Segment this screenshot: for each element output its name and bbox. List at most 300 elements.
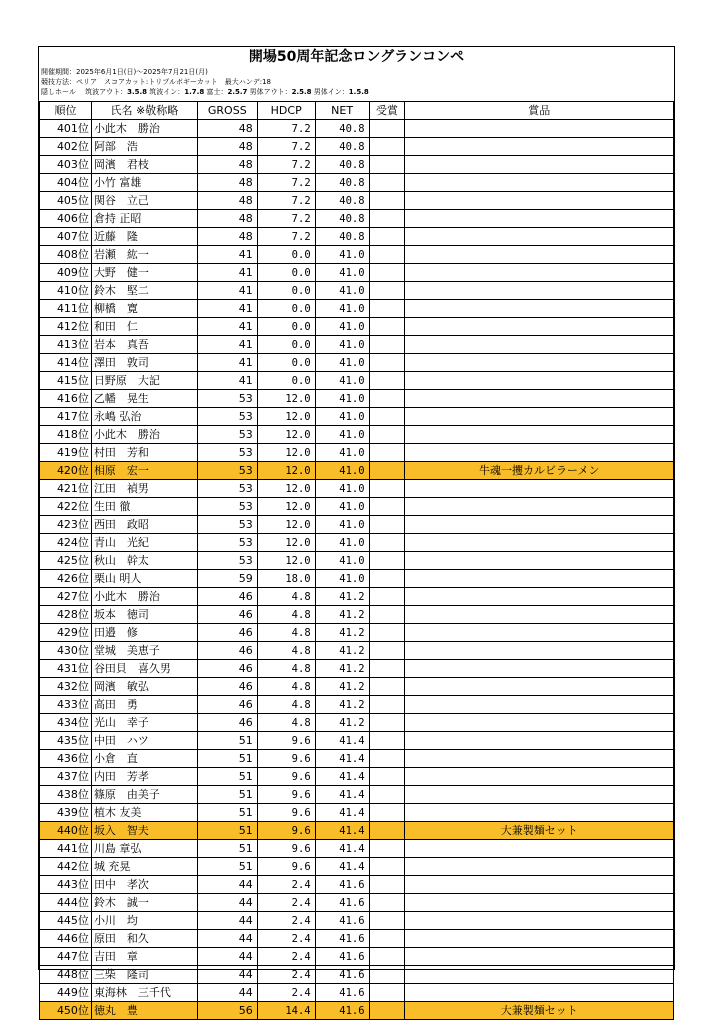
rank-cell: 433位 — [40, 696, 92, 714]
hdcp-cell: 4.8 — [257, 660, 315, 678]
hdcp-cell: 0.0 — [257, 336, 315, 354]
name-cell: 東海林 三千代 — [91, 984, 197, 1002]
table-row — [40, 876, 674, 894]
prize-cell — [405, 750, 674, 768]
award-cell — [369, 876, 405, 894]
gross-cell: 53 — [197, 516, 257, 534]
hdcp-cell: 4.8 — [257, 696, 315, 714]
prize-cell — [405, 300, 674, 318]
name-cell: 関谷 立己 — [91, 192, 197, 210]
net-cell: 41.0 — [315, 534, 369, 552]
rank-cell: 402位 — [40, 138, 92, 156]
name-cell: 永嶋 弘治 — [91, 408, 197, 426]
gross-cell: 48 — [197, 228, 257, 246]
net-cell: 41.6 — [315, 912, 369, 930]
rank-cell: 438位 — [40, 786, 92, 804]
net-cell: 41.0 — [315, 498, 369, 516]
name-cell: 岡濱 君枝 — [91, 156, 197, 174]
gross-cell: 56 — [197, 1002, 257, 1020]
hidden-hole-value: 2.5.8 — [291, 88, 312, 96]
gross-cell: 53 — [197, 408, 257, 426]
prize-cell — [405, 282, 674, 300]
net-cell: 41.4 — [315, 858, 369, 876]
prize-cell — [405, 516, 674, 534]
rank-cell: 403位 — [40, 156, 92, 174]
header-hdcp: HDCP — [257, 102, 315, 120]
gross-cell: 48 — [197, 156, 257, 174]
rank-cell: 423位 — [40, 516, 92, 534]
gross-cell: 51 — [197, 804, 257, 822]
hdcp-cell: 0.0 — [257, 318, 315, 336]
net-cell: 40.8 — [315, 174, 369, 192]
net-cell: 40.8 — [315, 138, 369, 156]
rank-cell: 421位 — [40, 480, 92, 498]
rank-cell: 443位 — [40, 876, 92, 894]
award-cell — [369, 894, 405, 912]
gross-cell: 51 — [197, 822, 257, 840]
hdcp-cell: 4.8 — [257, 678, 315, 696]
prize-cell — [405, 678, 674, 696]
hidden-hole-value: 1.5.8 — [348, 88, 369, 96]
table-row — [40, 696, 674, 714]
header-name: 氏名 ※敬称略 — [91, 102, 197, 120]
net-cell: 40.8 — [315, 228, 369, 246]
net-cell: 41.4 — [315, 804, 369, 822]
name-cell: 小此木 勝治 — [91, 120, 197, 138]
award-cell — [369, 264, 405, 282]
table-row — [40, 786, 674, 804]
award-cell — [369, 660, 405, 678]
rank-cell: 415位 — [40, 372, 92, 390]
name-cell: 田中 孝次 — [91, 876, 197, 894]
prize-cell — [405, 246, 674, 264]
hdcp-cell: 9.6 — [257, 858, 315, 876]
rank-cell: 441位 — [40, 840, 92, 858]
net-cell: 41.6 — [315, 894, 369, 912]
hidden-hole-label: 富士： — [206, 88, 228, 96]
gross-cell: 53 — [197, 480, 257, 498]
prize-cell — [405, 894, 674, 912]
net-cell: 41.4 — [315, 768, 369, 786]
rank-cell: 414位 — [40, 354, 92, 372]
hdcp-cell: 0.0 — [257, 246, 315, 264]
award-cell — [369, 426, 405, 444]
name-cell: 岡濱 敏弘 — [91, 678, 197, 696]
name-cell: 川島 章弘 — [91, 840, 197, 858]
name-cell: 内田 芳孝 — [91, 768, 197, 786]
prize-cell — [405, 714, 674, 732]
gross-cell: 48 — [197, 192, 257, 210]
award-cell — [369, 174, 405, 192]
net-cell: 41.0 — [315, 480, 369, 498]
award-cell — [369, 570, 405, 588]
name-cell: 三柴 隆司 — [91, 966, 197, 984]
table-row — [40, 1002, 674, 1020]
award-cell — [369, 120, 405, 138]
hdcp-cell: 9.6 — [257, 750, 315, 768]
hdcp-cell: 2.4 — [257, 930, 315, 948]
net-cell: 41.4 — [315, 732, 369, 750]
name-cell: 小竹 富雄 — [91, 174, 197, 192]
name-cell: 近藤 隆 — [91, 228, 197, 246]
award-cell — [369, 552, 405, 570]
prize-cell — [405, 372, 674, 390]
hdcp-cell: 12.0 — [257, 498, 315, 516]
hdcp-cell: 0.0 — [257, 354, 315, 372]
hdcp-cell: 4.8 — [257, 606, 315, 624]
name-cell: 鈴木 誠一 — [91, 894, 197, 912]
table-row — [40, 408, 674, 426]
award-cell — [369, 858, 405, 876]
hidden-hole-label: 男体イン： — [313, 88, 349, 96]
table-row — [40, 660, 674, 678]
prize-cell — [405, 840, 674, 858]
rank-cell: 430位 — [40, 642, 92, 660]
header-award: 受賞 — [369, 102, 405, 120]
net-cell: 41.2 — [315, 624, 369, 642]
table-row — [40, 264, 674, 282]
name-cell: 徳丸 豊 — [91, 1002, 197, 1020]
table-row — [40, 480, 674, 498]
hdcp-cell: 12.0 — [257, 480, 315, 498]
hdcp-cell: 7.2 — [257, 120, 315, 138]
table-row — [40, 336, 674, 354]
hdcp-cell: 0.0 — [257, 264, 315, 282]
net-cell: 41.0 — [315, 516, 369, 534]
name-cell: 中田 ハツ — [91, 732, 197, 750]
table-row — [40, 606, 674, 624]
prize-cell — [405, 570, 674, 588]
award-cell — [369, 840, 405, 858]
name-cell: 城 充晃 — [91, 858, 197, 876]
name-cell: 村田 芳和 — [91, 444, 197, 462]
hdcp-cell: 0.0 — [257, 300, 315, 318]
award-cell — [369, 714, 405, 732]
prize-cell — [405, 138, 674, 156]
name-cell: 生田 徹 — [91, 498, 197, 516]
award-cell — [369, 732, 405, 750]
net-cell: 41.0 — [315, 300, 369, 318]
net-cell: 41.2 — [315, 642, 369, 660]
rank-cell: 446位 — [40, 930, 92, 948]
table-row — [40, 300, 674, 318]
gross-cell: 41 — [197, 246, 257, 264]
hdcp-cell: 2.4 — [257, 894, 315, 912]
award-cell — [369, 768, 405, 786]
award-cell — [369, 480, 405, 498]
net-cell: 41.2 — [315, 678, 369, 696]
name-cell: 和田 仁 — [91, 318, 197, 336]
net-cell: 41.6 — [315, 1002, 369, 1020]
name-cell: 小此木 勝治 — [91, 588, 197, 606]
award-cell — [369, 912, 405, 930]
rank-cell: 448位 — [40, 966, 92, 984]
rank-cell: 409位 — [40, 264, 92, 282]
table-row — [40, 390, 674, 408]
gross-cell: 51 — [197, 786, 257, 804]
award-cell — [369, 1002, 405, 1020]
rank-cell: 450位 — [40, 1002, 92, 1020]
prize-cell: 牛魂一攫カルビラーメン — [405, 462, 674, 480]
prize-cell — [405, 930, 674, 948]
gross-cell: 41 — [197, 300, 257, 318]
header-gross: GROSS — [197, 102, 257, 120]
gross-cell: 46 — [197, 714, 257, 732]
hdcp-cell: 12.0 — [257, 444, 315, 462]
name-cell: 江田 禎男 — [91, 480, 197, 498]
net-cell: 41.2 — [315, 696, 369, 714]
hidden-holes-label: 隠しホール — [41, 88, 83, 96]
hidden-hole-label: 筑波イン： — [149, 88, 185, 96]
name-cell: 大野 健一 — [91, 264, 197, 282]
award-cell — [369, 984, 405, 1002]
name-cell: 坂入 智夫 — [91, 822, 197, 840]
award-cell — [369, 462, 405, 480]
name-cell: 小倉 直 — [91, 750, 197, 768]
award-cell — [369, 786, 405, 804]
gross-cell: 48 — [197, 120, 257, 138]
prize-cell — [405, 804, 674, 822]
hdcp-cell: 2.4 — [257, 948, 315, 966]
table-row — [40, 462, 674, 480]
prize-cell — [405, 498, 674, 516]
gross-cell: 46 — [197, 678, 257, 696]
header-rank: 順位 — [40, 102, 92, 120]
net-cell: 41.0 — [315, 408, 369, 426]
net-cell: 41.0 — [315, 462, 369, 480]
table-row — [40, 318, 674, 336]
hdcp-cell: 2.4 — [257, 876, 315, 894]
rank-cell: 412位 — [40, 318, 92, 336]
page-title: 開場50周年記念ロングランコンペ — [248, 49, 465, 65]
net-cell: 41.0 — [315, 552, 369, 570]
net-cell: 41.0 — [315, 282, 369, 300]
gross-cell: 44 — [197, 948, 257, 966]
rank-cell: 426位 — [40, 570, 92, 588]
net-cell: 41.0 — [315, 246, 369, 264]
rank-cell: 427位 — [40, 588, 92, 606]
prize-cell — [405, 210, 674, 228]
name-cell: 高田 勇 — [91, 696, 197, 714]
gross-cell: 44 — [197, 912, 257, 930]
hdcp-cell: 0.0 — [257, 282, 315, 300]
rank-cell: 444位 — [40, 894, 92, 912]
table-row — [40, 282, 674, 300]
hdcp-cell: 12.0 — [257, 552, 315, 570]
rank-cell: 434位 — [40, 714, 92, 732]
gross-cell: 46 — [197, 606, 257, 624]
name-cell: 西田 政昭 — [91, 516, 197, 534]
event-period: 開催期間：2025年6月1日(日)～2025年7月21日(月) — [41, 68, 208, 76]
award-cell — [369, 498, 405, 516]
table-row — [40, 858, 674, 876]
table-row — [40, 678, 674, 696]
net-cell: 41.6 — [315, 876, 369, 894]
rank-cell: 432位 — [40, 678, 92, 696]
award-cell — [369, 444, 405, 462]
gross-cell: 53 — [197, 462, 257, 480]
prize-cell — [405, 120, 674, 138]
award-cell — [369, 750, 405, 768]
net-cell: 41.0 — [315, 354, 369, 372]
rank-cell: 420位 — [40, 462, 92, 480]
table-row — [40, 984, 674, 1002]
net-cell: 41.4 — [315, 822, 369, 840]
gross-cell: 44 — [197, 876, 257, 894]
net-cell: 41.0 — [315, 318, 369, 336]
table-row — [40, 714, 674, 732]
hidden-holes — [39, 87, 674, 97]
name-cell: 秋山 幹太 — [91, 552, 197, 570]
award-cell — [369, 822, 405, 840]
hidden-hole-value: 1.7.8 — [184, 88, 205, 96]
rank-cell: 405位 — [40, 192, 92, 210]
name-cell: 岩本 真吾 — [91, 336, 197, 354]
award-cell — [369, 534, 405, 552]
name-cell: 澤田 敦司 — [91, 354, 197, 372]
award-cell — [369, 300, 405, 318]
gross-cell: 51 — [197, 840, 257, 858]
gross-cell: 48 — [197, 138, 257, 156]
net-cell: 41.6 — [315, 966, 369, 984]
rank-cell: 408位 — [40, 246, 92, 264]
table-row — [40, 372, 674, 390]
gross-cell: 41 — [197, 336, 257, 354]
net-cell: 41.6 — [315, 930, 369, 948]
award-cell — [369, 318, 405, 336]
prize-cell — [405, 858, 674, 876]
prize-cell — [405, 228, 674, 246]
award-cell — [369, 336, 405, 354]
results-sheet — [38, 46, 675, 1017]
prize-cell — [405, 732, 674, 750]
table-row — [40, 966, 674, 984]
table-row — [40, 768, 674, 786]
table-row — [40, 750, 674, 768]
rank-cell: 407位 — [40, 228, 92, 246]
award-cell — [369, 228, 405, 246]
hdcp-cell: 7.2 — [257, 210, 315, 228]
hdcp-cell: 7.2 — [257, 156, 315, 174]
rank-cell: 437位 — [40, 768, 92, 786]
gross-cell: 41 — [197, 372, 257, 390]
net-cell: 41.4 — [315, 786, 369, 804]
award-cell — [369, 138, 405, 156]
net-cell: 40.8 — [315, 120, 369, 138]
hidden-hole-label: 男体アウト： — [249, 88, 292, 96]
rank-cell: 447位 — [40, 948, 92, 966]
table-header-row — [40, 102, 674, 120]
prize-cell — [405, 786, 674, 804]
net-cell: 41.2 — [315, 660, 369, 678]
table-row — [40, 588, 674, 606]
hdcp-cell: 2.4 — [257, 966, 315, 984]
gross-cell: 53 — [197, 444, 257, 462]
hidden-hole-value: 2.5.7 — [227, 88, 248, 96]
gross-cell: 46 — [197, 642, 257, 660]
table-row — [40, 624, 674, 642]
hdcp-cell: 0.0 — [257, 372, 315, 390]
gross-cell: 51 — [197, 732, 257, 750]
header-prize: 賞品 — [405, 102, 674, 120]
prize-cell — [405, 156, 674, 174]
prize-cell — [405, 696, 674, 714]
table-row — [40, 822, 674, 840]
table-row — [40, 642, 674, 660]
award-cell — [369, 156, 405, 174]
name-cell: 坂本 徳司 — [91, 606, 197, 624]
net-cell: 40.8 — [315, 156, 369, 174]
prize-cell — [405, 480, 674, 498]
gross-cell: 41 — [197, 354, 257, 372]
gross-cell: 48 — [197, 210, 257, 228]
name-cell: 谷田貝 喜久男 — [91, 660, 197, 678]
gross-cell: 44 — [197, 966, 257, 984]
net-cell: 41.0 — [315, 444, 369, 462]
net-cell: 41.0 — [315, 390, 369, 408]
rank-cell: 429位 — [40, 624, 92, 642]
net-cell: 41.4 — [315, 840, 369, 858]
prize-cell — [405, 192, 674, 210]
results-table — [39, 101, 674, 1020]
rank-cell: 428位 — [40, 606, 92, 624]
table-row — [40, 228, 674, 246]
name-cell: 阿部 浩 — [91, 138, 197, 156]
header-net: NET — [315, 102, 369, 120]
hdcp-cell: 2.4 — [257, 912, 315, 930]
hdcp-cell: 12.0 — [257, 534, 315, 552]
gross-cell: 44 — [197, 984, 257, 1002]
hdcp-cell: 9.6 — [257, 732, 315, 750]
name-cell: 小川 均 — [91, 912, 197, 930]
gross-cell: 53 — [197, 552, 257, 570]
table-row — [40, 246, 674, 264]
prize-cell — [405, 552, 674, 570]
gross-cell: 41 — [197, 282, 257, 300]
rank-cell: 406位 — [40, 210, 92, 228]
prize-cell — [405, 426, 674, 444]
rank-cell: 410位 — [40, 282, 92, 300]
rank-cell: 419位 — [40, 444, 92, 462]
net-cell: 41.2 — [315, 714, 369, 732]
award-cell — [369, 390, 405, 408]
rank-cell: 422位 — [40, 498, 92, 516]
table-row — [40, 138, 674, 156]
award-cell — [369, 408, 405, 426]
net-cell: 41.0 — [315, 336, 369, 354]
table-row — [40, 732, 674, 750]
award-cell — [369, 606, 405, 624]
hdcp-cell: 14.4 — [257, 1002, 315, 1020]
rank-cell: 436位 — [40, 750, 92, 768]
hidden-hole-label: 筑波アウト： — [85, 88, 128, 96]
net-cell: 41.0 — [315, 426, 369, 444]
prize-cell — [405, 912, 674, 930]
hdcp-cell: 12.0 — [257, 462, 315, 480]
name-cell: 篠原 由美子 — [91, 786, 197, 804]
table-row — [40, 930, 674, 948]
rank-cell: 418位 — [40, 426, 92, 444]
award-cell — [369, 804, 405, 822]
rank-cell: 442位 — [40, 858, 92, 876]
award-cell — [369, 966, 405, 984]
rank-cell: 449位 — [40, 984, 92, 1002]
name-cell: 相原 宏一 — [91, 462, 197, 480]
name-cell: 田邉 修 — [91, 624, 197, 642]
table-row — [40, 894, 674, 912]
hdcp-cell: 9.6 — [257, 840, 315, 858]
prize-cell — [405, 948, 674, 966]
